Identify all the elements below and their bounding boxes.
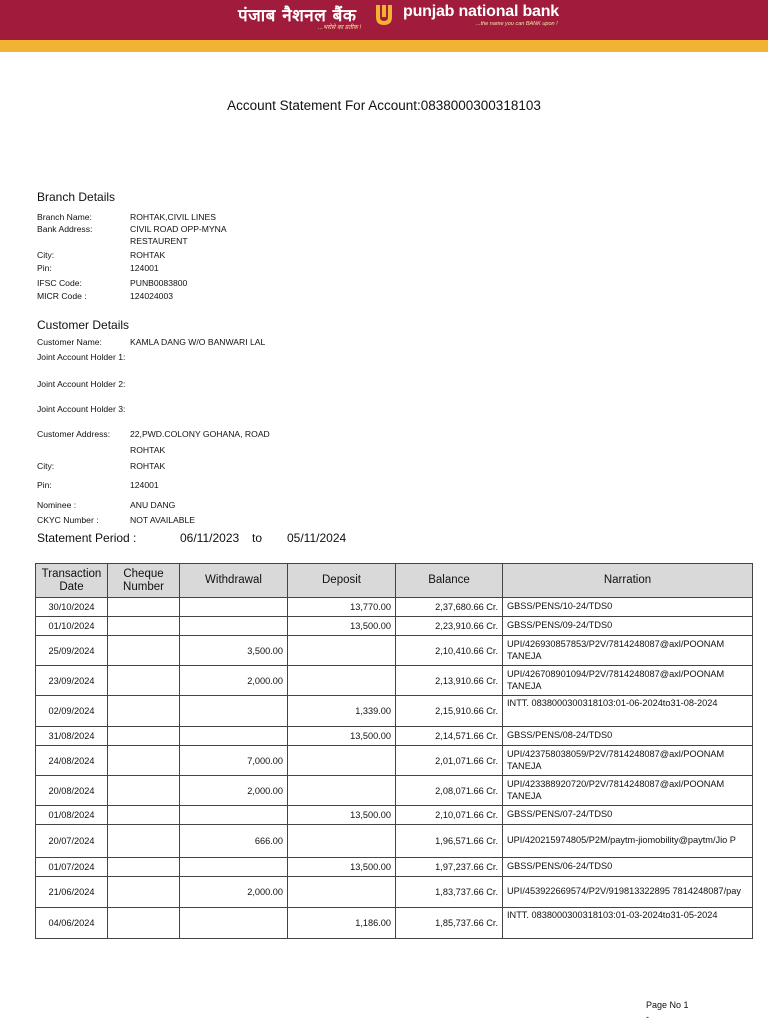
table-row — [36, 696, 753, 727]
cell-balance: 1,83,737.66 Cr. — [396, 877, 503, 908]
cell-cheque — [108, 598, 180, 617]
statement-period-from: 06/11/2023 — [180, 531, 240, 545]
col-header-date: Transaction Date — [36, 564, 108, 598]
col-header-balance: Balance — [396, 564, 503, 598]
cell-narration: GBSS/PENS/09-24/TDS0 — [503, 617, 753, 636]
table-row — [36, 666, 753, 696]
cell-balance: 2,37,680.66 Cr. — [396, 598, 503, 617]
cell-date: 24/08/2024 — [36, 746, 108, 776]
customer-details-heading: Customer Details — [37, 318, 130, 332]
table-row — [36, 636, 753, 666]
table-row — [36, 598, 753, 617]
branch-pin-value: 124001 — [130, 263, 159, 273]
joint-holder-3-label: Joint Account Holder 3: — [37, 404, 126, 414]
table-row — [36, 617, 753, 636]
table-row — [36, 858, 753, 877]
cell-deposit: 13,500.00 — [288, 727, 396, 746]
cell-narration: UPI/420215974805/P2M/paytm-jiomobility@paytm/Jio P — [503, 825, 753, 858]
transactions-table — [35, 563, 753, 939]
branch-city-label: City: — [37, 250, 55, 260]
cell-narration: GBSS/PENS/08-24/TDS0 — [503, 727, 753, 746]
nominee-label: Nominee : — [37, 500, 77, 510]
cell-cheque — [108, 636, 180, 666]
col-header-withdrawal: Withdrawal — [180, 564, 288, 598]
bank-address-line1: CIVIL ROAD OPP-MYNA — [130, 224, 227, 234]
branch-pin-label: Pin: — [37, 263, 52, 273]
cell-withdrawal — [180, 617, 288, 636]
cell-cheque — [108, 746, 180, 776]
page-dash: - — [646, 1012, 649, 1022]
micr-label: MICR Code : — [37, 291, 87, 301]
page-number: Page No 1 — [646, 1000, 689, 1010]
branch-city-value: ROHTAK — [130, 250, 166, 260]
cell-cheque — [108, 908, 180, 939]
customer-name-value: KAMLA DANG W/O BANWARI LAL — [130, 337, 266, 347]
cell-balance: 1,96,571.66 Cr. — [396, 825, 503, 858]
customer-name-label: Customer Name: — [37, 337, 102, 347]
cell-date: 01/07/2024 — [36, 858, 108, 877]
cell-narration: INTT. 0838000300318103:01-06-2024to31-08-2024 — [503, 696, 753, 727]
cell-date: 21/06/2024 — [36, 877, 108, 908]
cell-deposit: 13,500.00 — [288, 617, 396, 636]
cell-deposit: 1,339.00 — [288, 696, 396, 727]
cell-withdrawal: 2,000.00 — [180, 877, 288, 908]
pnb-logo-icon — [373, 3, 395, 27]
branch-details-heading: Branch Details — [37, 190, 116, 204]
cell-date: 02/09/2024 — [36, 696, 108, 727]
cell-cheque — [108, 858, 180, 877]
table-row — [36, 877, 753, 908]
brand-name-hindi: पंजाब नैशनल बैंक — [238, 6, 357, 26]
cell-deposit — [288, 825, 396, 858]
cell-deposit: 1,186.00 — [288, 908, 396, 939]
cell-narration: UPI/423388920720/P2V/7814248087@axl/POONAM TANEJA — [503, 776, 753, 806]
statement-period-to: 05/11/2024 — [287, 531, 347, 545]
customer-city-label: City: — [37, 461, 55, 471]
cell-balance: 2,08,071.66 Cr. — [396, 776, 503, 806]
cell-cheque — [108, 696, 180, 727]
joint-holder-1-label: Joint Account Holder 1: — [37, 352, 126, 362]
cell-date: 30/10/2024 — [36, 598, 108, 617]
cell-cheque — [108, 617, 180, 636]
cell-date: 31/08/2024 — [36, 727, 108, 746]
joint-holder-2-label: Joint Account Holder 2: — [37, 379, 126, 389]
cell-date: 04/06/2024 — [36, 908, 108, 939]
ckyc-label: CKYC Number : — [37, 515, 99, 525]
cell-withdrawal: 7,000.00 — [180, 746, 288, 776]
customer-city-value: ROHTAK — [130, 461, 166, 471]
bank-address-line2: RESTAURENT — [130, 236, 188, 246]
cell-date: 23/09/2024 — [36, 666, 108, 696]
nominee-value: ANU DANG — [130, 500, 176, 510]
cell-balance: 2,14,571.66 Cr. — [396, 727, 503, 746]
table-row — [36, 806, 753, 825]
cell-balance: 2,01,071.66 Cr. — [396, 746, 503, 776]
cell-cheque — [108, 806, 180, 825]
cell-withdrawal — [180, 598, 288, 617]
cell-balance: 2,13,910.66 Cr. — [396, 666, 503, 696]
cell-balance: 2,15,910.66 Cr. — [396, 696, 503, 727]
table-header-row — [36, 564, 753, 598]
cell-deposit — [288, 666, 396, 696]
header-accent-strip — [0, 40, 768, 52]
table-row — [36, 727, 753, 746]
cell-narration: UPI/423758038059/P2V/7814248087@axl/POONAM TANEJA — [503, 746, 753, 776]
brand-name-english: punjab national bank — [403, 3, 560, 20]
cell-narration: UPI/426930857853/P2V/7814248087@axl/POONAM TANEJA — [503, 636, 753, 666]
customer-address-line2: ROHTAK — [130, 445, 166, 455]
cell-deposit — [288, 746, 396, 776]
table-row — [36, 776, 753, 806]
cell-date: 01/08/2024 — [36, 806, 108, 825]
cell-balance: 2,23,910.66 Cr. — [396, 617, 503, 636]
col-header-narration: Narration — [503, 564, 753, 598]
cell-withdrawal — [180, 696, 288, 727]
ifsc-value: PUNB0083800 — [130, 278, 188, 288]
cell-withdrawal: 2,000.00 — [180, 776, 288, 806]
customer-pin-label: Pin: — [37, 480, 52, 490]
micr-value: 124024003 — [130, 291, 174, 301]
statement-period-label: Statement Period : — [37, 531, 137, 545]
cell-date: 01/10/2024 — [36, 617, 108, 636]
cell-narration: GBSS/PENS/07-24/TDS0 — [503, 806, 753, 825]
customer-address-label: Customer Address: — [37, 429, 111, 439]
tagline-english: ...the name you can BANK upon ! — [476, 21, 558, 27]
table-row — [36, 746, 753, 776]
cell-deposit: 13,770.00 — [288, 598, 396, 617]
cell-cheque — [108, 776, 180, 806]
col-header-deposit: Deposit — [288, 564, 396, 598]
cell-withdrawal: 2,000.00 — [180, 666, 288, 696]
cell-balance: 1,97,237.66 Cr. — [396, 858, 503, 877]
cell-cheque — [108, 727, 180, 746]
cell-date: 20/07/2024 — [36, 825, 108, 858]
cell-date: 20/08/2024 — [36, 776, 108, 806]
cell-narration: GBSS/PENS/10-24/TDS0 — [503, 598, 753, 617]
statement-period-to-label: to — [252, 531, 263, 545]
cell-deposit — [288, 636, 396, 666]
cell-balance: 2,10,071.66 Cr. — [396, 806, 503, 825]
cell-balance: 2,10,410.66 Cr. — [396, 636, 503, 666]
bank-address-label: Bank Address: — [37, 224, 93, 234]
cell-narration: GBSS/PENS/06-24/TDS0 — [503, 858, 753, 877]
cell-deposit: 13,500.00 — [288, 858, 396, 877]
table-row — [36, 825, 753, 858]
cell-withdrawal — [180, 727, 288, 746]
customer-address-line1: 22,PWD.COLONY GOHANA, ROAD — [130, 429, 270, 439]
ckyc-value: NOT AVAILABLE — [130, 515, 195, 525]
cell-cheque — [108, 825, 180, 858]
table-row — [36, 908, 753, 939]
cell-cheque — [108, 877, 180, 908]
cell-date: 25/09/2024 — [36, 636, 108, 666]
cell-withdrawal — [180, 806, 288, 825]
statement-title: Account Statement For Account:0838000300318103 — [227, 98, 541, 113]
customer-pin-value: 124001 — [130, 480, 159, 490]
cell-withdrawal: 3,500.00 — [180, 636, 288, 666]
branch-name-value: ROHTAK,CIVIL LINES — [130, 212, 216, 222]
cell-withdrawal — [180, 908, 288, 939]
cell-withdrawal — [180, 858, 288, 877]
branch-name-label: Branch Name: — [37, 212, 92, 222]
cell-narration: UPI/426708901094/P2V/7814248087@axl/POONAM TANEJA — [503, 666, 753, 696]
cell-deposit — [288, 877, 396, 908]
col-header-cheque: Cheque Number — [108, 564, 180, 598]
cell-balance: 1,85,737.66 Cr. — [396, 908, 503, 939]
ifsc-label: IFSC Code: — [37, 278, 82, 288]
cell-deposit: 13,500.00 — [288, 806, 396, 825]
cell-cheque — [108, 666, 180, 696]
cell-narration: INTT. 0838000300318103:01-03-2024to31-05-2024 — [503, 908, 753, 939]
tagline-hindi: ...भरोसे का प्रतीक ! — [318, 25, 362, 31]
cell-withdrawal: 666.00 — [180, 825, 288, 858]
cell-deposit — [288, 776, 396, 806]
cell-narration: UPI/453922669574/P2V/919813322895 7814248087/pay — [503, 877, 753, 908]
